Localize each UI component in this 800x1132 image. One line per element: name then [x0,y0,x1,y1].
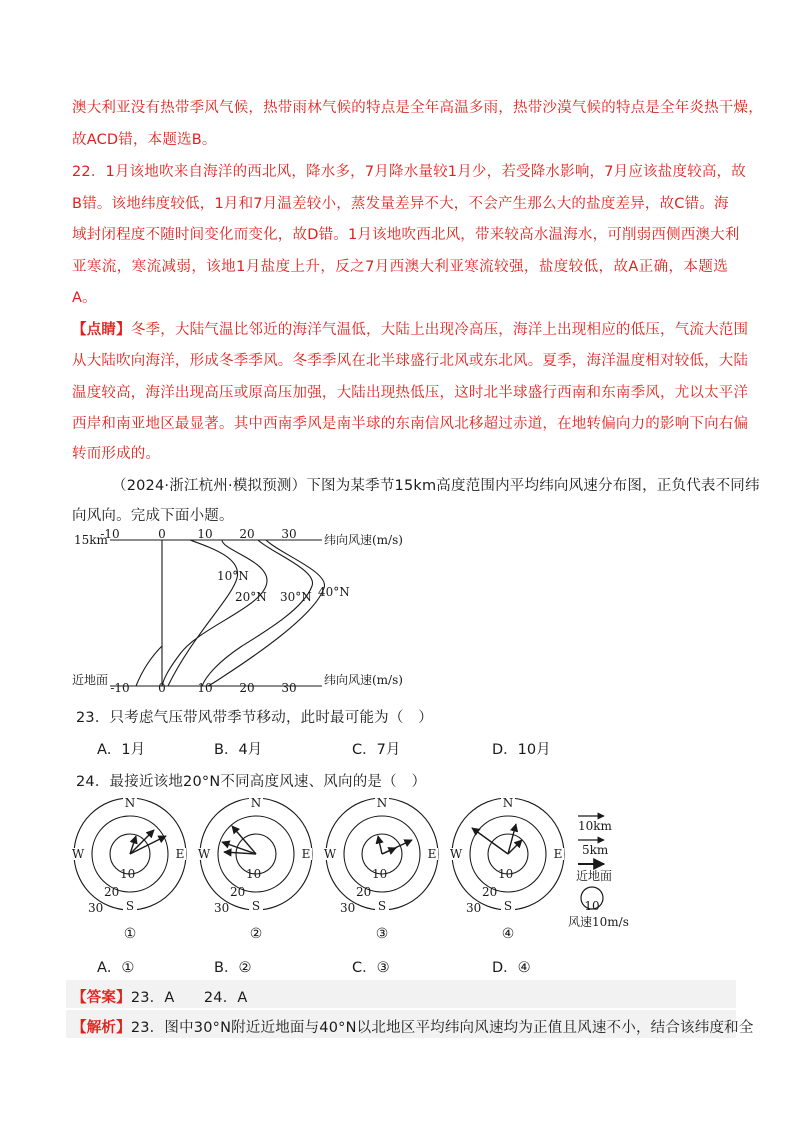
answer-tag: 【答案】 [72,990,131,1006]
q24-option-c[interactable]: C．③ [352,960,390,976]
figure-number-3: ③ [375,926,389,942]
north-label: N [124,796,136,810]
note-line: 从大陆吹向海洋，形成冬季季风。冬季季风在北半球盛行北风或东北风。夏季，海洋温度相对较低，大陆 [72,353,749,369]
wind-speed-profile-figure [72,526,412,694]
q24-option-d[interactable]: D．④ [492,960,531,976]
explanation-line: 故ACD错，本题选B。 [72,132,217,148]
wind-rose-legend [568,816,629,929]
answer-text: 23．A 24．A [130,990,248,1006]
curve-40n [208,540,324,686]
legend-5km: 5km [582,843,609,857]
ring-label-10: 10 [498,867,514,881]
bottom-tick-0: 0 [158,681,166,694]
east-label: E [427,847,437,861]
q22-explanation-line: B错。该地纬度较低，1月和7月温差较小，蒸发量差异不大，不会产生那么大的盐度差异，故C错。海 [72,196,729,212]
q23-stem: 23．只考虑气压带风带季节移动，此时最可能为（ ） [76,710,433,726]
top-axis-title: 纬向风速(m/s) [324,533,403,547]
top-tick-30: 30 [281,527,297,541]
curve-label-40n: 40°N [318,585,350,599]
q23-option-a[interactable]: A．1月 [97,742,146,758]
curve-label-20n: 20°N [235,590,267,604]
bottom-tick-neg10: -10 [110,681,130,694]
curve-10n [168,540,238,686]
bottom-tick-10: 10 [197,681,213,694]
note-text: 冬季，大陆气温比邻近的海洋气温低，大陆上出现冷高压，海洋上出现相应的低压，气流大范围 [130,322,749,338]
east-label: E [553,847,563,861]
q22-explanation-line: A。 [72,290,97,306]
top-tick-20: 20 [239,527,255,541]
west-label: W [323,847,337,861]
west-label: W [197,847,211,861]
ring-label-20: 20 [230,885,246,899]
west-label: W [449,847,463,861]
north-label: N [250,796,262,810]
q23-option-c[interactable]: C．7月 [352,742,401,758]
ring-label-10: 10 [120,867,136,881]
west-label: W [71,847,85,861]
q22-explanation-line: 亚寒流，寒流减弱，该地1月盐度上升，反之7月西澳大利亚寒流较强，盐度较低，故A正确，本题选 [72,259,728,275]
south-label: S [125,899,135,913]
question-stem-line: （2024·浙江杭州·模拟预测）下图为某季节15km高度范围内平均纬向风速分布图，正负代表不同纬 [112,478,760,494]
note-line: 温度较高，海洋出现高压或原高压加强，大陆出现热低压，这时北半球盛行西南和东南季风，尤以太平洋 [72,385,749,401]
note-line [72,318,749,339]
curve-20n [162,540,267,686]
figure-number-2: ② [249,926,263,942]
analysis-tag: 【解析】 [72,1020,131,1036]
curve-label-30n: 30°N [280,590,312,604]
wind-rose-1 [72,796,186,942]
analysis-text: 23．图中30°N附近近地面与40°N以北地区平均纬向风速均为正值且风速不小，结合该纬度和全 [130,1020,754,1036]
legend-ground: 近地面 [576,869,613,883]
ring-label-30: 30 [466,901,482,915]
south-label: S [503,899,513,913]
figure-number-1: ① [123,926,137,942]
q22-explanation-line: 22．1月该地吹来自海洋的西北风，降水多，7月降水量较1月少，若受降水影响，7月应该盐度较高，故 [72,164,746,180]
east-label: E [175,847,185,861]
ring-label-20: 20 [482,885,498,899]
wind-rose-3 [324,796,438,942]
east-label: E [301,847,311,861]
bottom-tick-20: 20 [239,681,255,694]
q22-explanation-line: 域封闭程度不随时间变化而变化，故D错。1月该地吹西北风，带来较高水温海水，可削弱西侧西澳大利 [72,227,740,243]
top-tick-neg10: -10 [100,527,120,541]
north-label: N [502,796,514,810]
note-line: 西岸和南亚地区最显著。其中西南季风是南半球的东南信风北移超过赤道，在地转偏向力的影响下向右偏 [72,416,749,432]
answer-line [72,986,248,1007]
legend-10km: 10km [578,819,612,833]
wind-rose-figure [70,796,650,942]
legend-speed: 风速10m/s [568,915,629,929]
top-tick-0: 0 [158,527,166,541]
figure-number-4: ④ [501,926,515,942]
ring-label-30: 30 [88,901,104,915]
curve-label-10n: 10°N [217,569,249,583]
note-tag: 【点睛】 [72,322,131,338]
wind-rose-2 [198,796,312,942]
north-label: N [376,796,388,810]
top-tick-10: 10 [197,527,213,541]
bottom-height-label: 近地面 [72,673,109,687]
bottom-tick-30: 30 [281,681,297,694]
q23-option-b[interactable]: B．4月 [214,742,263,758]
south-label: S [377,899,387,913]
south-label: S [251,899,261,913]
ring-label-20: 20 [356,885,372,899]
question-stem-line: 向风向。完成下面小题。 [72,508,234,524]
ring-label-10: 10 [246,867,262,881]
curve-tail [136,646,162,686]
q24-option-b[interactable]: B．② [214,960,252,976]
q24-stem: 24．最接近该地20°N不同高度风速、风向的是（ ） [76,774,427,790]
wind-rose-4 [450,796,564,942]
ring-label-30: 30 [340,901,356,915]
ring-label-20: 20 [104,885,120,899]
top-height-label: 15km [74,533,108,547]
bottom-axis-title: 纬向风速(m/s) [324,673,403,687]
explanation-line: 澳大利亚没有热带季风气候，热带雨林气候的特点是全年高温多雨，热带沙漠气候的特点是全年炎热干燥， [72,100,763,116]
ring-label-10: 10 [372,867,388,881]
q23-option-d[interactable]: D．10月 [492,742,551,758]
legend-ring-label: 10 [584,899,600,913]
analysis-line [72,1016,754,1037]
curve-30n [202,540,313,686]
q24-option-a[interactable]: A．① [97,960,135,976]
ring-label-30: 30 [214,901,230,915]
note-line: 转而形成的。 [72,446,161,462]
